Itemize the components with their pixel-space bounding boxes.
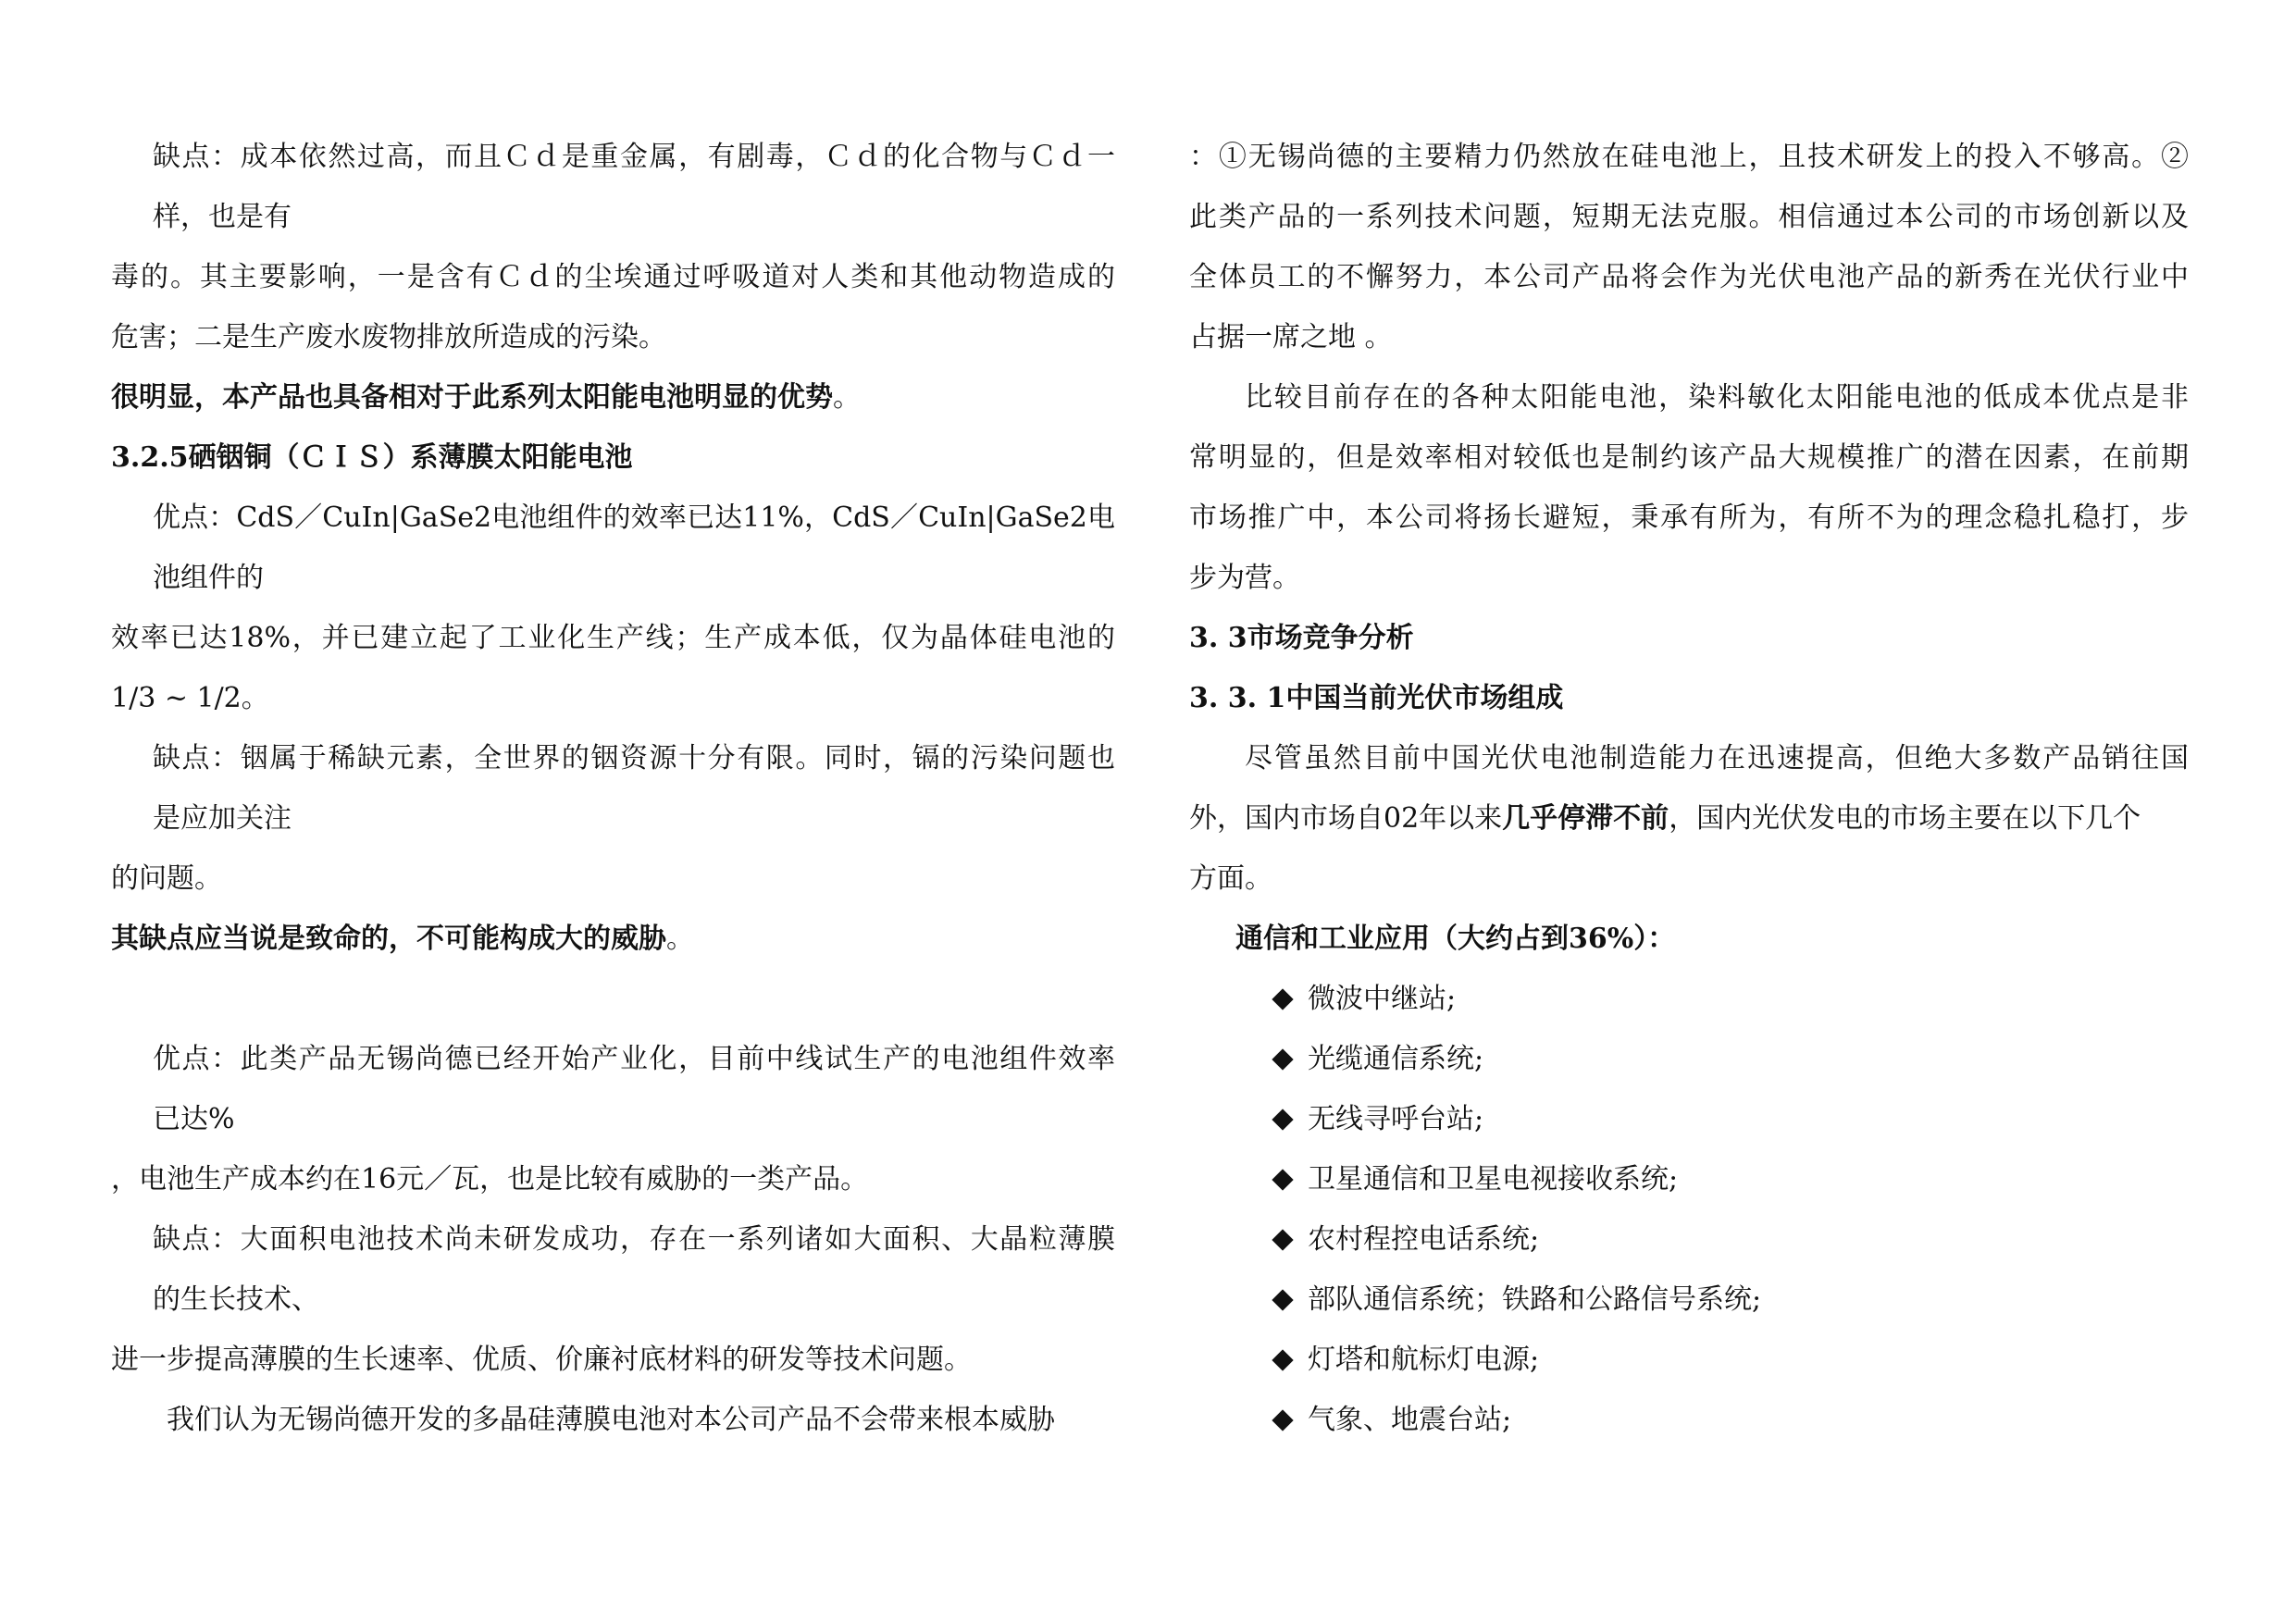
- list-item-label: 部队通信系统；铁路和公路信号系统;: [1308, 1283, 1762, 1316]
- bold-text: 几乎停滞不前: [1502, 802, 1669, 835]
- diamond-bullet-icon: [1272, 1048, 1293, 1070]
- paragraph-line: [1189, 800, 2189, 861]
- paragraph-line: 全体员工的不懈努力，本公司产品将会作为光伏电池产品的新秀在光伏行业中: [1189, 261, 2189, 293]
- left-column: [111, 139, 1115, 1462]
- section-heading: 3.2.5硒铟铜（ＣＩＳ）系薄膜太阳能电池: [111, 441, 633, 474]
- paragraph-line: 优点：CdS／CuIn|GaSe2电池组件的效率已达11%，CdS／CuIn|GaSe2电: [153, 502, 1115, 534]
- paragraph-line: 常明显的，但是效率相对较低也是制约该产品大规模推广的潜在因素，在前期: [1189, 441, 2189, 474]
- paragraph-line: 进一步提高薄膜的生长速率、优质、价廉衬底材料的研发等技术问题。: [111, 1344, 972, 1376]
- bold-statement: [111, 379, 1115, 440]
- list-heading: 通信和工业应用（大约占到36%）：: [1235, 923, 1676, 955]
- paragraph-line: 尽管虽然目前中国光伏电池制造能力在迅速提高，但绝大多数产品销往国: [1245, 742, 2189, 774]
- text-run: 外，国内市场自02年以来: [1189, 802, 1503, 835]
- list-item: [1189, 1342, 2189, 1402]
- diamond-bullet-icon: [1272, 1169, 1293, 1190]
- diamond-bullet-icon: [1272, 1229, 1293, 1250]
- paragraph-line: 占据一席之地 。: [1189, 321, 1393, 353]
- paragraph-line: 的生长技术、: [153, 1283, 319, 1316]
- list-item: [1189, 1282, 2189, 1342]
- paragraph-line: 1/3 ~ 1/2。: [111, 682, 269, 714]
- bold-text: 其缺点应当说是致命的，不可能构成大的威胁: [111, 923, 666, 955]
- list-item-label: 光缆通信系统;: [1308, 1043, 1484, 1075]
- subsection-heading: 3. 3. 1中国当前光伏市场组成: [1189, 682, 1564, 714]
- list-item-label: 气象、地震台站;: [1308, 1404, 1512, 1436]
- paragraph-line: 是应加关注: [153, 802, 292, 835]
- paragraph-line: 我们认为无锡尚德开发的多晶硅薄膜电池对本公司产品不会带来根本威胁: [167, 1404, 1055, 1436]
- right-column: [1189, 139, 2189, 1462]
- list-item: [1189, 1161, 2189, 1221]
- list-item: [1189, 1041, 2189, 1101]
- diamond-bullet-icon: [1272, 1349, 1293, 1370]
- paragraph-line: 比较目前存在的各种太阳能电池，染料敏化太阳能电池的低成本优点是非: [1245, 381, 2189, 414]
- list-item-label: 卫星通信和卫星电视接收系统;: [1308, 1163, 1679, 1196]
- diamond-bullet-icon: [1272, 1289, 1293, 1310]
- paragraph-line: 效率已达18%，并已建立起了工业化生产线；生产成本低，仅为晶体硅电池的: [111, 622, 1115, 654]
- paragraph-line: 步为营。: [1189, 562, 1300, 594]
- diamond-bullet-icon: [1272, 988, 1293, 1010]
- diamond-bullet-icon: [1272, 1409, 1293, 1431]
- list-item: [1189, 1402, 2189, 1462]
- paragraph-line: 此类产品的一系列技术问题，短期无法克服。相信通过本公司的市场创新以及: [1189, 201, 2189, 233]
- paragraph-line: 缺点：铟属于稀缺元素，全世界的铟资源十分有限。同时，镉的污染问题也: [153, 742, 1115, 774]
- paragraph-line: 已达%: [153, 1103, 235, 1135]
- paragraph-line: 方面。: [1189, 862, 1272, 895]
- spacer: [111, 981, 1115, 1041]
- paragraph-line: 优点：此类产品无锡尚德已经开始产业化，目前中线试生产的电池组件效率: [153, 1043, 1115, 1075]
- list-item-label: 无线寻呼台站;: [1308, 1103, 1484, 1135]
- paragraph-line: ：①无锡尚德的主要精力仍然放在硅电池上，且技术研发上的投入不够高。②: [1189, 141, 2189, 173]
- paragraph-line: 毒的。其主要影响，一是含有Ｃｄ的尘埃通过呼吸道对人类和其他动物造成的: [111, 261, 1115, 293]
- punctuation: 。: [833, 381, 861, 414]
- list-item: [1189, 1221, 2189, 1282]
- diamond-bullet-icon: [1272, 1109, 1293, 1130]
- punctuation: 。: [666, 923, 694, 955]
- paragraph-line: 样，也是有: [153, 201, 292, 233]
- bold-text: 很明显，本产品也具备相对于此系列太阳能电池明显的优势: [111, 381, 833, 414]
- list-item: [1189, 981, 2189, 1041]
- section-heading: 3. 3市场竞争分析: [1189, 622, 1414, 654]
- paragraph-line: 池组件的: [153, 562, 264, 594]
- list-item: [1189, 1101, 2189, 1161]
- text-run: ，国内光伏发电的市场主要在以下几个: [1669, 802, 2141, 835]
- list-item-label: 农村程控电话系统;: [1308, 1223, 1540, 1256]
- paragraph-line: 缺点：成本依然过高，而且Ｃｄ是重金属，有剧毒，Ｃｄ的化合物与Ｃｄ一: [153, 141, 1115, 173]
- list-item-label: 微波中继站;: [1308, 983, 1457, 1015]
- paragraph-line: 缺点：大面积电池技术尚未研发成功，存在一系列诸如大面积、大晶粒薄膜: [153, 1223, 1115, 1256]
- paragraph-line: 的问题。: [111, 862, 222, 895]
- paragraph-line: 危害；二是生产废水废物排放所造成的污染。: [111, 321, 666, 353]
- paragraph-line: 市场推广中，本公司将扬长避短，秉承有所为，有所不为的理念稳扎稳打，步: [1189, 502, 2189, 534]
- paragraph-line: ，电池生产成本约在16元／瓦，也是比较有威胁的一类产品。: [111, 1163, 869, 1196]
- bold-statement: [111, 921, 1115, 981]
- list-item-label: 灯塔和航标灯电源;: [1308, 1344, 1540, 1376]
